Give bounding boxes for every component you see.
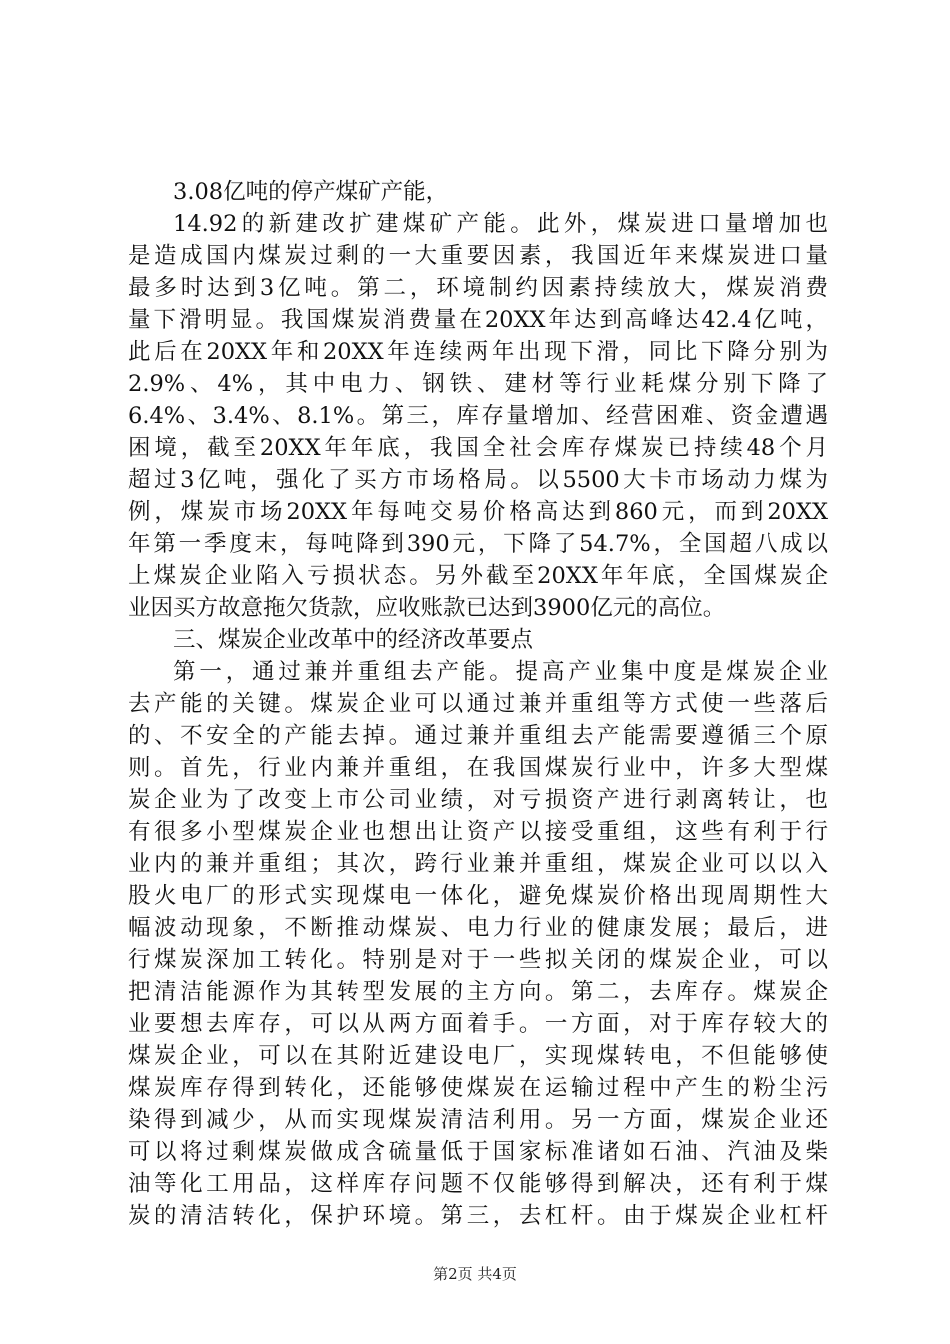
text-line-3: 是造成国内煤炭过剩的一大重要因素，我国近年来煤炭进口量 [128, 243, 828, 269]
text-line-6: 此后在20XX年和20XX年连续两年出现下滑，同比下降分别为 [128, 339, 828, 365]
text-line-23: 股火电厂的形式实现煤电一体化，避免煤炭价格出现周期性大 [128, 883, 828, 909]
text-line-28: 煤炭企业，可以在其附近建设电厂，实现煤转电，不但能够使 [128, 1043, 828, 1069]
text-line-5: 量下滑明显。我国煤炭消费量在20XX年达到高峰达42.4亿吨， [128, 307, 828, 333]
text-line-21: 有很多小型煤炭企业也想出让资产以接受重组，这些有利于行 [128, 819, 828, 845]
text-line-13: 上煤炭企业陷入亏损状态。另外截至20XX年年底，全国煤炭企 [128, 563, 828, 589]
body-text [128, 176, 828, 1232]
text-line-30: 染得到减少，从而实现煤炭清洁利用。另一方面，煤炭企业还 [128, 1107, 828, 1133]
text-line-10: 超过3亿吨，强化了买方市场格局。以5500大卡市场动力煤为 [128, 467, 828, 493]
text-line-22: 业内的兼并重组；其次，跨行业兼并重组，煤炭企业可以以入 [128, 851, 828, 877]
text-line-26: 把清洁能源作为其转型发展的主方向。第二，去库存。煤炭企 [128, 979, 828, 1005]
text-line-12: 年第一季度末，每吨降到390元，下降了54.7%，全国超八成以 [128, 531, 828, 557]
section-heading: 三、煤炭企业改革中的经济改革要点 [173, 627, 534, 653]
text-line-25: 行煤炭深加工转化。特别是对于一些拟关闭的煤炭企业，可以 [128, 947, 828, 973]
text-line-2: 14.92的新建改扩建煤矿产能。此外，煤炭进口量增加也 [173, 211, 828, 237]
text-line-17: 去产能的关键。煤炭企业可以通过兼并重组等方式使一些落后 [128, 691, 828, 717]
text-line-1: 3.08亿吨的停产煤矿产能， [173, 179, 449, 205]
text-line-31: 可以将过剩煤炭做成含硫量低于国家标准诸如石油、汽油及柴 [128, 1139, 828, 1165]
text-line-14: 业因买方故意拖欠货款，应收账款已达到3900亿元的高位。 [128, 595, 726, 621]
text-line-33: 炭的清洁转化，保护环境。第三，去杠杆。由于煤炭企业杠杆 [128, 1203, 828, 1229]
text-line-19: 则。首先，行业内兼并重组，在我国煤炭行业中，许多大型煤 [128, 755, 828, 781]
text-line-32: 油等化工用品，这样库存问题不仅能够得到解决，还有利于煤 [128, 1171, 828, 1197]
text-line-7: 2.9%、4%，其中电力、钢铁、建材等行业耗煤分别下降了 [128, 371, 828, 397]
text-line-18: 的、不安全的产能去掉。通过兼并重组去产能需要遵循三个原 [128, 723, 828, 749]
text-line-24: 幅波动现象，不断推动煤炭、电力行业的健康发展；最后，进 [128, 915, 828, 941]
text-line-20: 炭企业为了改变上市公司业绩，对亏损资产进行剥离转让，也 [128, 787, 828, 813]
page-number-footer: 第2页 共4页 [433, 1265, 517, 1283]
text-line-16: 第一，通过兼并重组去产能。提高产业集中度是煤炭企业 [173, 659, 828, 685]
text-line-8: 6.4%、3.4%、8.1%。第三，库存量增加、经营困难、资金遭遇 [128, 403, 828, 429]
text-line-9: 困境，截至20XX年年底，我国全社会库存煤炭已持续48个月 [128, 435, 828, 461]
text-line-11: 例，煤炭市场20XX年每吨交易价格高达到860元，而到20XX [128, 499, 828, 525]
text-line-27: 业要想去库存，可以从两方面着手。一方面，对于库存较大的 [128, 1011, 828, 1037]
text-line-4: 最多时达到3亿吨。第二，环境制约因素持续放大，煤炭消费 [128, 275, 828, 301]
text-line-29: 煤炭库存得到转化，还能够使煤炭在运输过程中产生的粉尘污 [128, 1075, 828, 1101]
